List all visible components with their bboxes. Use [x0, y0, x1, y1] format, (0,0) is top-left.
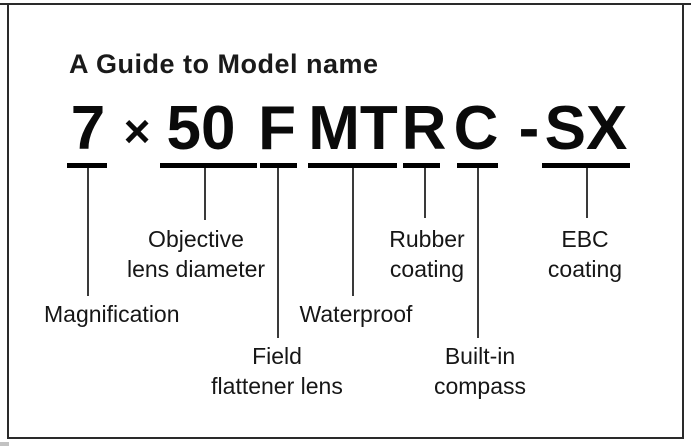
diagram-title: A Guide to Model name	[69, 49, 379, 79]
scan-artifact	[0, 442, 9, 446]
rubber-connector-line	[424, 168, 426, 218]
compass-label-line2: compass	[433, 373, 527, 399]
code-waterproof: MT	[308, 94, 398, 163]
objective-label-line1: Objective	[148, 226, 244, 252]
ebc-label-line2: coating	[547, 256, 623, 282]
waterproof-label: Waterproof	[299, 301, 413, 327]
rubber-label-line1: Rubber	[389, 226, 465, 252]
magnification-label: Magnification	[44, 301, 180, 327]
field-flattener-label-line2: flattener lens	[211, 373, 343, 399]
rubber-underline	[403, 163, 440, 168]
code-magnification: 7	[70, 94, 106, 163]
code-objective-diameter: 50	[166, 94, 236, 163]
objective-label-line2: lens diameter	[126, 256, 266, 282]
code-separator: -	[518, 94, 540, 163]
compass-label	[434, 341, 526, 401]
ebc-connector-line	[586, 168, 588, 218]
code-field-flattener: F	[258, 94, 296, 163]
rubber-label	[389, 224, 464, 284]
field-flattener-connector-line	[277, 168, 279, 338]
code-compass: C	[453, 94, 499, 163]
objective-connector-line	[204, 168, 206, 220]
multiplication-sign: ×	[123, 105, 151, 157]
compass-label-line1: Built-in	[444, 343, 516, 369]
code-ebc-coating: SX	[544, 94, 628, 163]
objective-label	[127, 224, 265, 284]
waterproof-connector-line	[352, 168, 354, 296]
ebc-label-line1: EBC	[561, 226, 609, 252]
magnification-connector-line	[87, 168, 89, 296]
field-flattener-label	[211, 341, 343, 401]
objective-underline	[160, 163, 257, 168]
rubber-label-line2: coating	[389, 256, 465, 282]
compass-connector-line	[477, 168, 479, 338]
field-flattener-label-line1: Field	[252, 343, 302, 369]
code-rubber-coating: R	[401, 94, 447, 163]
ebc-label	[548, 224, 622, 284]
